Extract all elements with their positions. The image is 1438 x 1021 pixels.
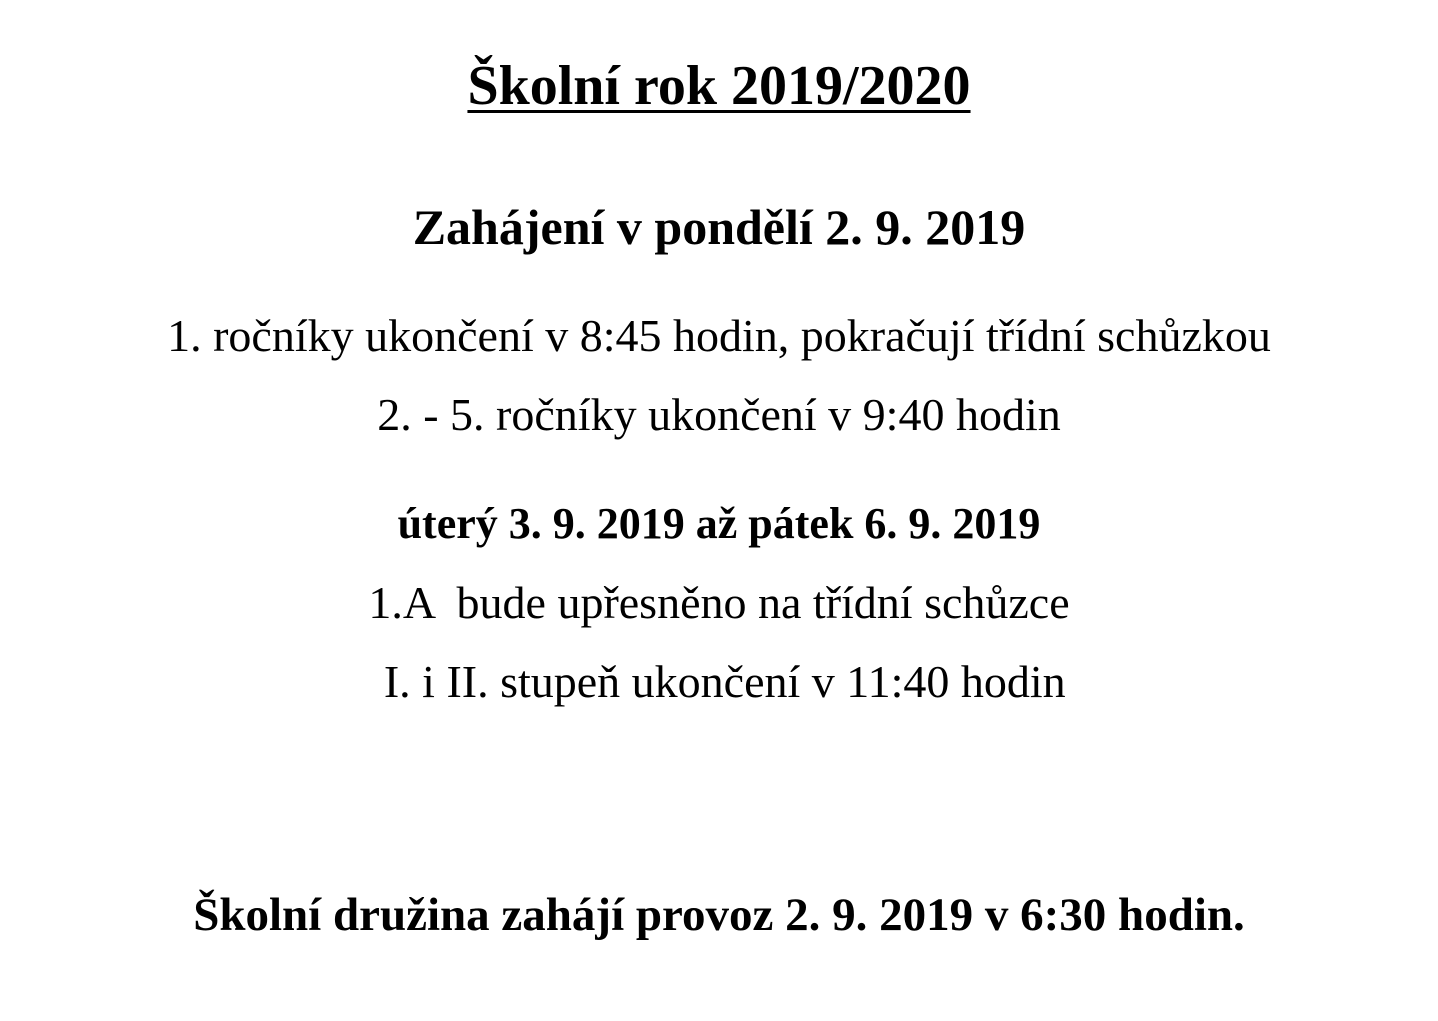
opening-line-first-grade: 1. ročníky ukončení v 8:45 hodin, pokračují třídní schůzkou — [167, 310, 1271, 361]
week-heading: úterý 3. 9. 2019 až pátek 6. 9. 2019 — [397, 499, 1041, 548]
opening-heading: Zahájení v pondělí 2. 9. 2019 — [412, 199, 1026, 255]
week-line-stages: I. i II. stupeň ukončení v 11:40 hodin — [372, 656, 1066, 707]
page-title: Školní rok 2019/2020 — [467, 55, 971, 117]
opening-line-other-grades: 2. - 5. ročníky ukončení v 9:40 hodin — [377, 389, 1061, 440]
week-line-class-1a: 1.A bude upřesněno na třídní schůzce — [368, 577, 1070, 628]
after-school-club-note: Školní družina zahájí provoz 2. 9. 2019 v 6:30 hodin. — [193, 889, 1245, 941]
